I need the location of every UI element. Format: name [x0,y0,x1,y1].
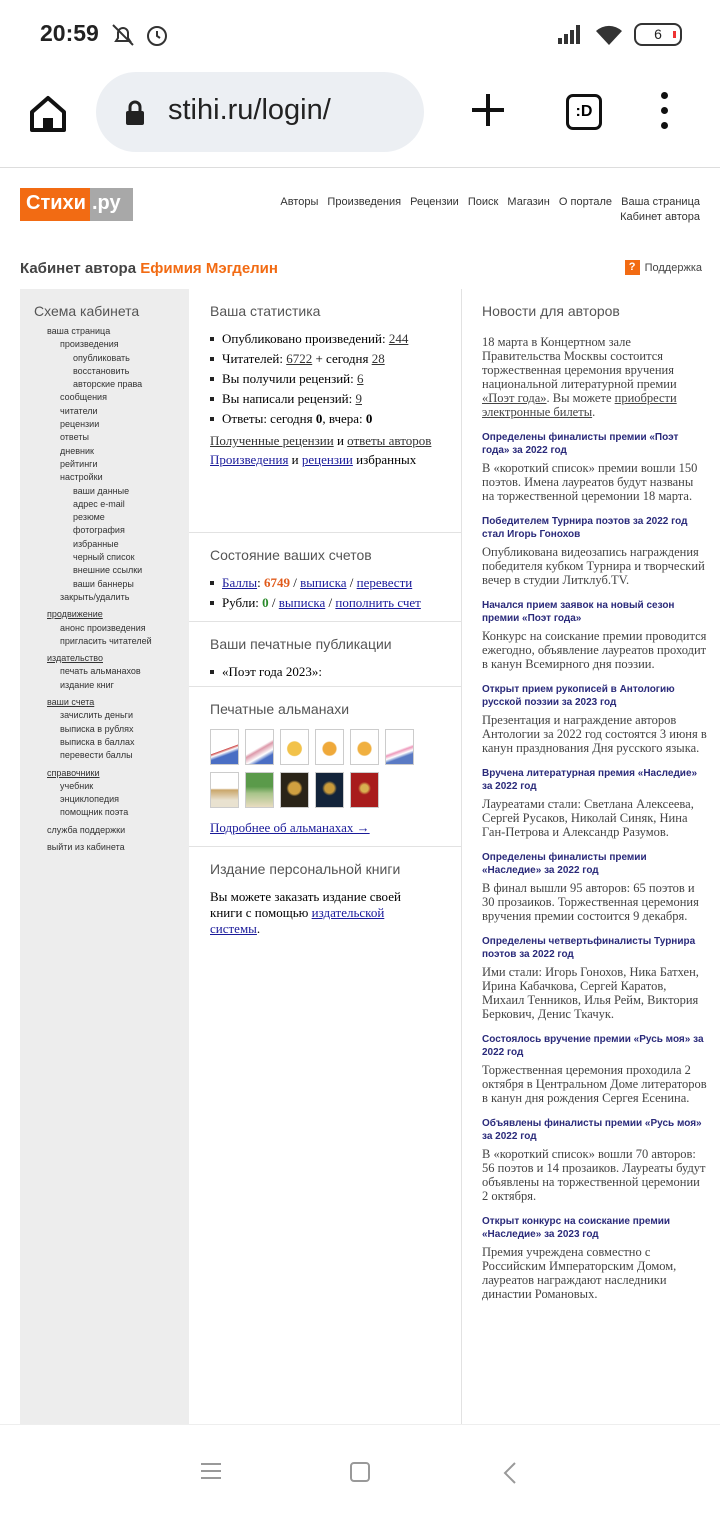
status-bar [0,0,720,70]
points-value: 6749 [263,575,290,590]
nav-cabinet[interactable]: Кабинет автора [620,211,700,223]
support-link[interactable] [625,260,702,275]
browser-toolbar [0,70,720,168]
sidebar-item[interactable]: справочники [47,767,100,778]
news-headline[interactable]: Определены финалисты премии «Поэт года» за 2022 год [482,432,679,456]
signal-icon [556,22,584,48]
book-text: Вы можете заказать издание своей книги с помощью издательской системы. [210,889,401,936]
news-text: Конкурс на соискание премии проводится ежегодно, объявление лауреатов проходит в канун Всемирного дня поэзии. [482,629,707,671]
news-text: Премия учреждена совместно с Российским Императорским Домом, лауреатов награждают наследники династии Романовых. [482,1245,677,1301]
sidebar-item[interactable]: печать альманахов [60,666,141,677]
news-headline[interactable]: Вручена литературная премия «Наследие» за 2022 год [482,768,698,792]
stat-answers: Ответы: сегодня 0, вчера: 0 [210,411,461,427]
logo-text: Стихи [20,188,90,221]
publications-title: Ваши печатные публикации [210,636,392,652]
author-name[interactable]: Ефимия Мэгделин [140,260,278,277]
sidebar-item[interactable]: резюме [73,512,105,523]
publishing-system-link[interactable]: издательской системы [210,905,385,936]
news-headline[interactable]: Победителем Турнира поэтов за 2022 год стал Игорь Гонохов [482,516,688,540]
sidebar-item[interactable]: адрес e-mail [73,498,125,509]
sidebar-item[interactable]: энциклопедия [60,794,119,805]
points-transfer-link[interactable]: перевести [356,575,413,590]
back-icon[interactable] [502,1461,518,1485]
news-headline[interactable]: Определены четвертьфиналисты Турнира поэтов за 2022 год [482,936,696,960]
stat-written: Вы написали рецензий: 9 [210,391,461,407]
news-headline[interactable]: Объявлены финалисты премии «Русь моя» за 2022 год [482,1118,702,1142]
publications-section [189,622,461,687]
alarm-icon [144,22,170,48]
sidebar-item[interactable]: ответы [60,432,89,443]
sidebar-item[interactable]: сообщения [60,392,107,403]
sidebar-item[interactable]: рецензии [60,419,100,430]
accounts-title: Состояние ваших счетов [210,547,372,563]
nav-about[interactable]: О портале [558,196,613,208]
sidebar-item[interactable]: произведения [60,339,119,350]
nav-works[interactable]: Произведения [327,196,402,208]
points-link[interactable]: Баллы [222,575,258,590]
publication-item: «Поэт года 2023»: [210,664,461,680]
sidebar-item[interactable]: ваши данные [73,485,130,496]
url-text: stihi.ru/login/ [168,94,331,126]
sidebar-item[interactable]: выписка в рублях [60,723,134,734]
topup-link[interactable]: пополнить счет [335,595,421,610]
news-headline[interactable]: Начался прием заявок на новый сезон премии «Поэт года» [482,600,675,624]
almanac-cover[interactable] [245,729,274,765]
sidebar-item[interactable]: анонс произведения [60,622,146,633]
received-reviews-link[interactable]: Полученные рецензии [210,433,334,448]
new-tab-icon[interactable] [466,88,510,132]
stats-title: Ваша статистика [210,303,321,319]
almanacs-title: Печатные альманахи [210,701,350,717]
rub-statement-link[interactable]: выписка [278,595,326,610]
points-statement-link[interactable]: выписка [300,575,347,590]
sidebar-item[interactable]: пригласить читателей [60,635,152,646]
readers-today[interactable]: 28 [371,351,385,366]
almanac-cover[interactable] [245,772,274,808]
sidebar-item[interactable]: настройки [60,472,103,483]
sidebar-item[interactable]: ваша страница [47,326,111,336]
status-time: 20:59 [40,20,99,46]
news-text: В финал вышли 95 авторов: 65 поэтов и 30 прозаиков. Торжественная церемония вручения премии состоится 9 декабря. [482,881,699,923]
published-count[interactable]: 244 [388,331,409,346]
sidebar-item[interactable]: авторские права [73,379,143,390]
news-headline[interactable]: Состоялось вручение премии «Русь моя» за 2022 год [482,1034,704,1058]
sidebar-item[interactable]: восстановить [73,365,130,376]
wifi-icon [594,22,624,48]
sidebar-item[interactable]: издательство [47,653,103,664]
accounts-section [189,533,461,622]
rub-row: Рубли: 0 / выписка / пополнить счет [210,595,461,611]
logo-domain: .ру [90,188,133,221]
sidebar-item[interactable]: дневник [60,445,94,456]
news-text: В «короткий список» премии вошли 150 поэтов. Имена лауреатов будут названы на торжественной церемонии 18 марта. [482,461,698,503]
nav-your-page[interactable]: Ваша страница [621,196,700,208]
nav-authors[interactable]: Авторы [280,196,319,208]
news-text: В «короткий список» вошли 70 авторов: 56 поэтов и 14 прозаиков. Лауреаты будут объявлены на торжественной церемонии 2 октября. [482,1147,706,1203]
sidebar-item[interactable]: закрыть/удалить [60,591,130,602]
sidebar-item[interactable]: внешние ссылки [73,565,143,576]
almanac-cover[interactable] [210,772,239,808]
news-headline[interactable]: Открыт прием рукописей в Антологию русской поэзии за 2023 год [482,684,675,708]
news-title: Новости для авторов [482,303,620,319]
page-content [0,168,720,1424]
stat-published: Опубликовано произведений: 244 [210,331,461,347]
news-headline[interactable]: Определены финалисты премии «Наследие» за 2022 год [482,852,647,876]
almanac-cover[interactable] [210,729,239,765]
sidebar-item[interactable]: зачислить деньги [60,710,133,721]
author-answers-link[interactable]: ответы авторов [347,433,432,448]
top-navigation [220,195,700,225]
sidebar-item[interactable]: помощник поэта [60,807,129,818]
almanacs-more-link[interactable]: Подробнее об альманахах → [210,820,370,835]
sidebar-item[interactable]: фотография [73,525,125,536]
sidebar-item[interactable]: опубликовать [73,352,130,363]
site-logo[interactable] [20,188,133,221]
almanac-cover[interactable] [280,729,309,765]
cabinet-sidebar [20,289,189,1424]
lock-icon [124,100,146,126]
news-list [482,431,708,1301]
sidebar-item[interactable]: продвижение [47,609,103,620]
almanacs-section [189,687,461,847]
sidebar-item[interactable]: выписка в баллах [60,736,135,747]
readers-count[interactable]: 6722 [286,351,313,366]
sidebar-item[interactable]: перевести баллы [60,750,133,761]
sidebar-item[interactable]: учебник [60,780,94,791]
sidebar-item[interactable]: ваши баннеры [73,578,134,589]
sidebar-item[interactable]: избранные [73,538,119,549]
battery-icon: 6 [634,23,682,46]
title-prefix: Кабинет автора [20,260,137,277]
nav-reviews[interactable]: Рецензии [410,196,459,208]
buy-tickets-link[interactable]: приобрести электронные билеты [482,391,677,419]
sidebar-item[interactable]: служба поддержки [47,824,126,835]
sidebar-item[interactable]: ваши счета [47,697,95,708]
news-text: Опубликована видеозапись награждения победителя кубком Турнира и творческий вечер в студии Литклуб.TV. [482,545,705,587]
almanac-cover[interactable] [280,772,309,808]
news-text: Лауреатами стали: Светлана Алексеева, Сергей Русаков, Николай Синяк, Нина Ган-Петрова и Александр Разумов. [482,797,694,839]
page-title [20,260,278,277]
news-intro: 18 марта в Концертном зале Правительства Москвы состоится торжественная церемония вручения национальной литературной премии «Поэт года». Вы можете приобрести электронные билеты. [482,335,677,419]
sidebar-item[interactable]: издание книг [60,679,114,690]
address-bar[interactable] [96,72,424,152]
sidebar-item[interactable]: черный список [73,552,135,563]
almanac-cover[interactable] [350,729,379,765]
sidebar-item[interactable]: выйти из кабинета [47,841,125,852]
news-text: Презентация и награждение авторов Антологии за 2022 год состоятся 3 июня в канун празднования Дня русского языка. [482,713,707,755]
almanac-cover[interactable] [315,772,344,808]
sidebar-item[interactable]: рейтинги [60,458,98,469]
almanac-covers [210,729,440,808]
almanac-cover[interactable] [315,729,344,765]
home-nav-icon[interactable] [349,1461,371,1483]
received-count[interactable]: 6 [356,371,364,386]
system-nav-bar [0,1424,720,1520]
overflow-menu-icon[interactable] [656,92,672,132]
stat-readers: Читателей: 6722 + сегодня 28 [210,351,461,367]
sidebar-item[interactable]: читатели [60,405,98,416]
rub-value: 0 [262,595,269,610]
bell-off-icon [110,22,136,48]
news-column [462,289,720,1424]
question-icon: ? [625,260,640,275]
written-count[interactable]: 9 [355,391,362,406]
recents-icon[interactable] [200,1461,222,1481]
news-text: Ими стали: Игорь Гонохов, Ника Батхен, Ирина Кабачкова, Сергей Каратов, Михаил Тенников, Илья Рейм, Виктория Беркович, Денис Ткачук. [482,965,699,1021]
stat-received: Вы получили рецензий: 6 [210,371,461,387]
news-text: Торжественная церемония проходила 2 октября в Центральном Доме литераторов в канун дня рождения Сергея Есенина. [482,1063,707,1105]
news-headline[interactable]: Открыт конкурс на соискание премии «Наследие» за 2023 год [482,1216,671,1240]
almanac-cover[interactable] [350,772,379,808]
nav-search[interactable]: Поиск [467,196,499,208]
nav-shop[interactable]: Магазин [507,196,550,208]
points-row: Баллы: 6749 / выписка / перевести [210,575,461,591]
poet-of-year-link[interactable]: «Поэт года» [482,391,547,405]
book-section [189,847,461,937]
almanac-cover[interactable] [385,729,414,765]
home-icon[interactable] [24,90,72,138]
book-title: Издание персональной книги [210,861,401,877]
main-column [189,289,462,1424]
sidebar-title: Схема кабинета [34,303,140,319]
support-label: Поддержка [644,261,702,274]
sidebar-tree [20,325,189,854]
favorite-works-link[interactable]: Произведения [210,452,289,467]
tab-switcher-button[interactable]: :D [566,94,602,130]
stats-section: Ваша статистика Опубликовано произведений: 244 Читателей: 6722 + сегодня 28 Вы получили рецензий: 6 Вы написали рецензий: 9 Ответы: сегодня 0, вчера: 0 Полученные рецензии и ответы авторов Произведения и рецензии избранных [189,289,461,533]
favorite-reviews-link[interactable]: рецензии [301,452,353,467]
